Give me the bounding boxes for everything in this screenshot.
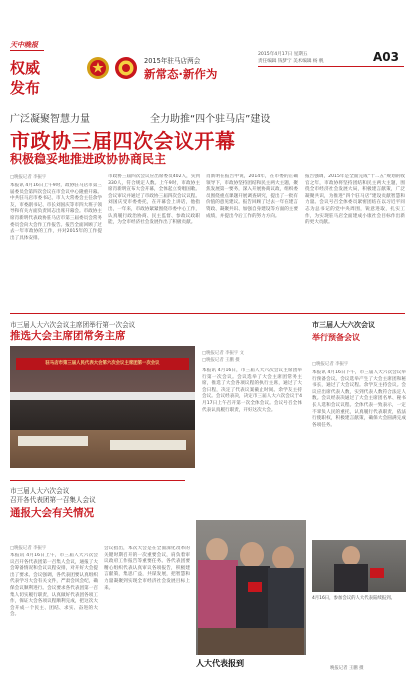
paper-logo: 天中晚报 (10, 41, 38, 49)
photo-story (0, 316, 305, 476)
bottom-headline: 通报大会有关情况 (10, 507, 94, 519)
lead-body-col1: 本报讯 4月16日上午9时，政协驻马店市第三届委员会第四次会议在市会议中心隆重开幕。中共驻马店市委书记、市人大常委会主任余学友，市委副书记、市长刘国庆等市四大班子领导和有关方面负责同志出席开幕会。市政协主席肖新明代表政协驻马店市第三届委员会常务委员会向大会作工作报告。报告全面回顾了过去一年市政协的工作，并对2015年的工作提出了具体安排。 (10, 183, 102, 241)
section-title-line1: 权威 (10, 59, 41, 77)
bottom-body-col2: 会议指出，本次大会是在全面深化改革的关键时期召开的一次重要会议，肩负着审议政府工作报告等重要任务。各代表团要精心组织代表认真审议各项报告，积极建言献策，集思广益，共谋发展，把智慧和力量凝聚到实现全市经济社会发展目标上来。 (104, 546, 190, 591)
cppcc-emblem-icon (114, 56, 138, 80)
issue-editors: 责任编辑 钱梦宁 美术编辑 杨 帆 (258, 59, 324, 64)
photo-story-kicker: 市三届人大六次会议主席团举行第一次会议 (10, 321, 136, 329)
lead-body-col4: 报告强调，2015年是全面完成“十二五”规划的收官之年，市政协将坚持团结和民主两大主题，围绕全市经济社会发展大局，积极建言献策，广泛凝聚共识，为推进“四个驻马店”建设贡献智慧和力量。会议号召全体委员紧密团结在以习近平同志为总书记的党中央周围，锐意进取，扎实工作，为实现驻马店全面建成小康社会目标作出新的更大贡献。 (305, 174, 405, 226)
page-number: A03 (373, 50, 399, 64)
bottom-story (0, 480, 415, 677)
right-story-kicker: 市三届人大六次会议 (312, 321, 375, 329)
bottom-kicker-line1: 市三届人大六次会议 (10, 487, 70, 495)
registration-photo (196, 520, 306, 655)
bottom-byline: □晚报记者 李振宇 (10, 546, 47, 551)
lead-story (0, 100, 415, 312)
photo-story-byline: □晚报记者 李振宇 文 □晚报记者 王鹏 摄 (202, 351, 245, 363)
section-divider (10, 313, 405, 314)
lead-byline: □晚报记者 李振宇 (10, 175, 47, 180)
registration-caption-label: 人大代表报到 (196, 659, 244, 668)
lead-kicker-right: 全力助推“四个驻马店”建设 (150, 114, 271, 125)
bottom-body-col1: 本报讯 4月16日上午，市三届人大六次会议召开各代表团第一召集人会议，通报了大会筹备情况和会议议程安排，对开好大会提出了要求。会议强调，各代表团要认真组织代表学习大会有关文件，严肃会风会纪，确保会议顺利进行。会议要求各代表团第一召集人切实履行职责，认真做好代表团各项工作，保证大会各项议程顺利完成，把这次大会开成一个民主、团结、求实、奋进的大会。 (10, 553, 98, 618)
lead-subhead: 积极稳妥地推进政协协商民主 (10, 152, 167, 166)
registration-credit: 晚报记者 王鹏 摄 (330, 666, 364, 671)
lead-body-col2: 市政协三届四次会议应出席委员402人，实到330人，符合规定人数。上午9时，市政协主席肖新明宣布大会开幕，全体起立奏唱国歌。会议审议并通过了市政协三届四次会议议程。刘国庆受市委委托，在开幕会上讲话，他指出，一年来，市政协紧紧围绕市委中心工作，认真履行政治协商、民主监督、参政议政职能，为全市经济社会发展作出了积极贡献。 (108, 174, 200, 226)
section-title-line2: 发布 (10, 79, 41, 97)
photo-story-body: 本报讯 4月16日，市三届人大六次会议主席团举行第一次会议。会议选举了大会主席团常务主席，推选了大会各项议程的执行主席，通过了大会日程，决定了代表议案截止时间。余学友主持会议。会议经表决，决定市三届人大六次会议于4月17日上午召开第一次全体会议。会议号召全体代表认真履行职责，开好这次大会。 (202, 368, 302, 413)
registration-caption: 4月16日，参加会议的人大代表陆续报到。 (312, 596, 396, 601)
event-label: 2015年驻马店两会 (144, 57, 201, 65)
meeting-banner: 驻马店市第三届人民代表大会第六次会议主席团第一次会议 (16, 358, 189, 370)
issue-date: 2015年4月17日 星期五 (258, 52, 308, 57)
bottom-kicker-line2: 召开各代表团第一召集人会议 (10, 496, 96, 504)
delegate-photo (312, 540, 406, 592)
photo-story-headline: 推选大会主席团常务主席 (10, 330, 126, 342)
meeting-photo (10, 346, 195, 468)
right-story-headline: 举行预备会议 (312, 333, 360, 342)
lead-body-col3: 肖新明在报告中说，2014年，在市委的正确领导下，市政协坚持团结和民主两大主题，聚焦发展第一要务，深入开展协商议政，组织委员围绕重点课题开展调查研究，提出了一批有价值的意见建议。报告回顾了过去一年在建言资政、凝聚共识、加强自身建设等方面的主要成绩，并提出今后工作的努力方向。 (206, 174, 298, 219)
section-title (10, 58, 50, 98)
lead-headline: 市政协三届四次会议开幕 (10, 129, 236, 153)
lead-kicker-left: 广泛凝聚智慧力量 (10, 114, 90, 125)
bottom-divider (10, 480, 185, 481)
paper-logo-rule (10, 50, 44, 51)
national-emblem-icon (86, 56, 110, 80)
right-story-body: 本报讯 4月16日下午，市三届人大六次会议举行预备会议。会议选举产生了大会主席团和秘书长，通过了大会议程。余学友主持会议。会议应出席代表人数，实到代表人数符合法定人数。会议经表决通过了大会主席团名单、秘书长人选和会议议程。全体代表一致表示，一定不辜负人民的重托，认真履行代表职责，依法行使职权，积极建言献策，确保大会圆满完成各项任务。 (312, 370, 406, 428)
right-story-byline: □晚报记者 李振宇 (312, 362, 349, 367)
masthead-rule (258, 66, 404, 67)
event-slogan: 新常态·新作为 (144, 67, 218, 81)
